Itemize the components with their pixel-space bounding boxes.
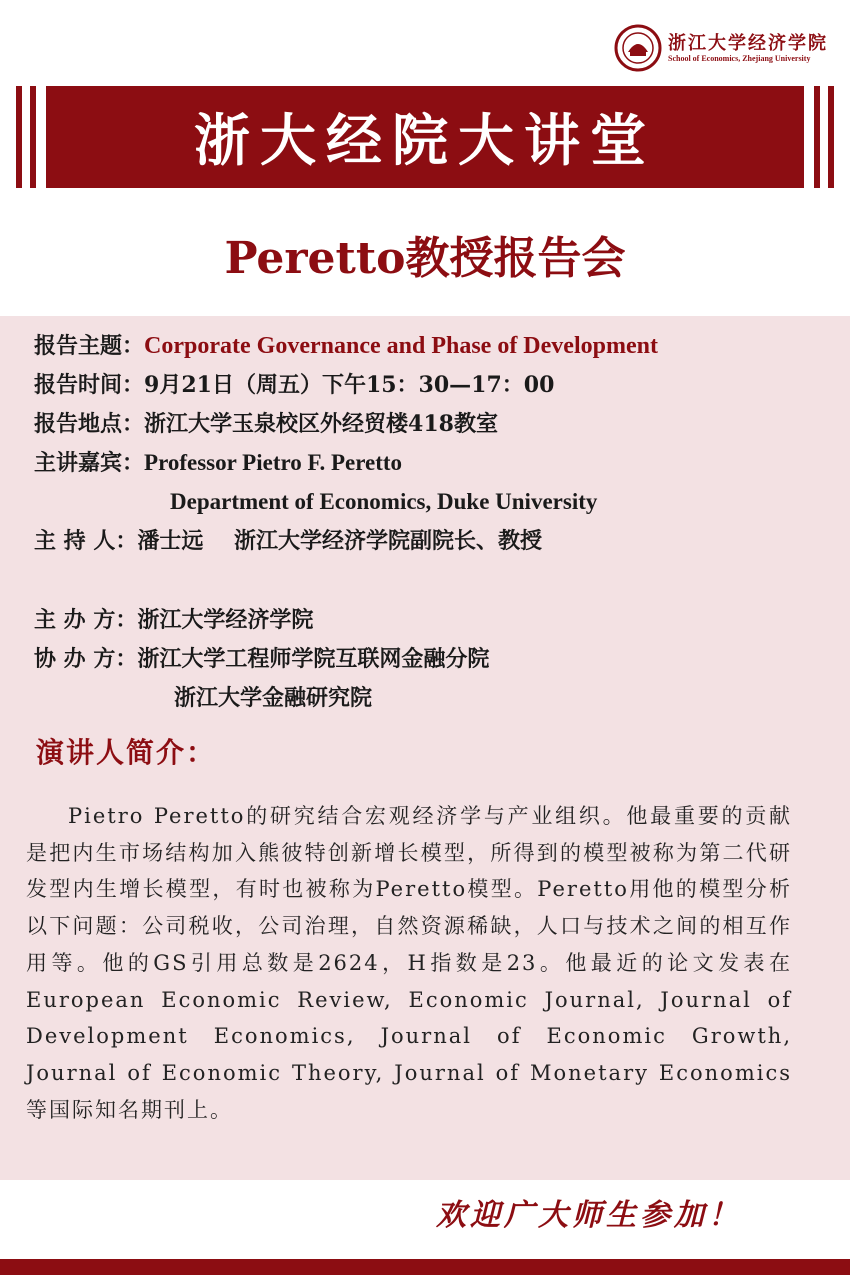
coorganizer-row-2	[174, 682, 372, 714]
banner-stripe	[30, 86, 36, 188]
place-label: 报告地点：	[34, 411, 145, 437]
title-banner	[16, 86, 834, 188]
time-row	[34, 369, 554, 401]
speaker-affiliation-row	[170, 486, 597, 518]
speaker-name: Professor Pietro F. Peretto	[144, 450, 403, 475]
organizer-row	[34, 604, 313, 636]
coorganizer-value: 浙江大学金融研究院	[174, 685, 373, 711]
logo-name-en: School of Economics, Zhejiang University	[668, 53, 811, 63]
topic-label: 报告主题：	[34, 333, 145, 359]
host-label: 主 持 人：	[34, 528, 138, 554]
university-seal-icon	[614, 24, 662, 72]
banner-stripe	[828, 86, 834, 188]
host-value: 潘士远 浙江大学经济学院副院长、教授	[137, 528, 542, 554]
topic-value: Corporate Governance and Phase of Development	[144, 333, 658, 359]
topic-row	[34, 330, 658, 362]
bio-text: Pietro Peretto的研究结合宏观经济学与产业组织。他最重要的贡献是把内生市场结构加入熊彼特创新增长模型，所得到的模型被称为第二代研发型内生增长模型，有时也被称为Peretto模型。Peretto用他的模型分析以下问题：公司税收，公司治理，自然资源稀缺，人口与技术之间的相互作用等。他的GS引用总数是2624，H指数是23。他最近的论文发表在European Economic Review, Economic Journal, Journal of Development Economics, Journal of Economic Growth, Journal of Economic Theory, Journal of Monetary Economics等国际知名期刊上。	[26, 804, 792, 1122]
time-label: 报告时间：	[34, 372, 145, 398]
bottom-bar	[0, 1259, 850, 1275]
speaker-row	[34, 447, 402, 479]
speaker-affiliation: Department of Economics, Duke University	[170, 489, 598, 514]
speaker-label: 主讲嘉宾：	[34, 450, 145, 476]
logo-text	[668, 34, 828, 63]
organizer-label: 主 办 方：	[34, 607, 138, 633]
university-logo	[614, 24, 828, 72]
banner-stripe	[814, 86, 820, 188]
coorganizer-label: 协 办 方：	[34, 646, 138, 672]
coorganizer-row	[34, 643, 489, 675]
place-value: 浙江大学玉泉校区外经贸楼418教室	[144, 411, 498, 437]
event-title: Peretto教授报告会	[224, 233, 626, 284]
place-row	[34, 408, 498, 440]
coorganizer-value: 浙江大学工程师学院互联网金融分院	[137, 646, 490, 672]
welcome-text: 欢迎广大师生参加！	[436, 1198, 742, 1233]
bio-heading: 演讲人简介：	[36, 736, 217, 769]
banner-title: 浙大经院大讲堂	[194, 109, 656, 174]
time-value: 9月21日（周五）下午15：30—17：00	[144, 372, 555, 398]
host-row	[34, 525, 542, 557]
organizer-value: 浙江大学经济学院	[137, 607, 314, 633]
banner-box	[46, 86, 804, 188]
banner-stripe	[16, 86, 22, 188]
logo-name-cn: 浙江大学经济学院	[668, 32, 828, 54]
